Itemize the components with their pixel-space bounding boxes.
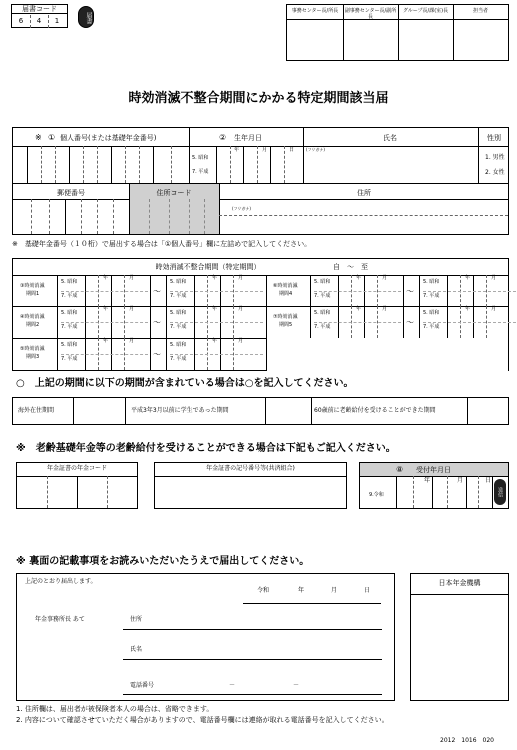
approval-head: グループ長/課(室)長 bbox=[402, 8, 449, 14]
submitter-box: 上記のとおり届出します。 令和 年 月 日 年金事務所長 あて 住所 氏名 電話番号 － － bbox=[16, 573, 395, 701]
pension-symbol-box: 年金証書の記号番号等(共済組合) bbox=[154, 462, 347, 509]
personal-info-table: ※ ① 個人番号(または基礎年金番号) ② 生年月日 氏名 性別 5. 昭和 7. 平成 年 月 日 (フリガナ) 1. 男性 2. 女性 郵便番号 住所コード 住所 (フリガナ) bbox=[12, 127, 509, 235]
period-row: ③時効消滅 期間1 5. 昭和 7. 平成 年 月 5. 昭和 7. 平成 年 月 ～ bbox=[12, 275, 265, 307]
period-label: 期間4 bbox=[279, 291, 293, 297]
period-row: ⑦時効消滅 期間5 5. 昭和 7. 平成 年 月 5. 昭和 7. 平成 年 月 ～ bbox=[265, 306, 517, 338]
note-pension-no: ※ 基礎年金番号（１０桁）で届出する場合は「①個人番号」欄に左詰めで記入してください。 bbox=[12, 240, 312, 248]
pension-no-label: 個人番号(または基礎年金番号) bbox=[60, 134, 157, 142]
period-label: ⑤時効消滅 bbox=[20, 346, 45, 352]
tilde: ～ bbox=[153, 287, 161, 296]
period-label: 期間3 bbox=[26, 354, 40, 360]
approval-head: 副事務センター長/副所長 bbox=[344, 8, 397, 20]
doc-code-box bbox=[11, 4, 68, 28]
tilde: ～ bbox=[153, 318, 161, 327]
doc-code-digit: 4 bbox=[36, 17, 42, 25]
page-title: 時効消滅不整合期間にかかる特定期間該当届 bbox=[128, 91, 389, 106]
period-row: ⑤時効消滅 期間3 5. 昭和 7. 平成 年 月 5. 昭和 7. 平成 年 月 ～ bbox=[12, 338, 265, 370]
name-label: 氏名 bbox=[383, 134, 397, 142]
period-table: 時効消滅不整合期間（特定期間） 自 ～ 至 bbox=[12, 258, 509, 371]
organization-box: 日本年金機構 bbox=[410, 573, 509, 701]
included-periods-table: 海外在住期間 平成3年3月以前に学生であった期間 60歳前に老齢給付を受けることができた期間 bbox=[12, 397, 509, 425]
phone-field[interactable] bbox=[123, 694, 382, 695]
period-label: 期間1 bbox=[26, 291, 40, 297]
period-label: ③時効消滅 bbox=[20, 283, 45, 289]
pension-code-box: 年金証書の年金コード bbox=[16, 462, 138, 509]
period-head: 時効消滅不整合期間（特定期間） bbox=[155, 263, 261, 271]
name-field[interactable] bbox=[123, 659, 382, 660]
addr-code-label: 住所コード bbox=[156, 189, 192, 197]
address-field[interactable] bbox=[123, 629, 382, 630]
doc-stamp: 届書 bbox=[78, 6, 94, 28]
addr-label: 住所 bbox=[357, 189, 371, 197]
section-heading-submit: ※ 裏面の記載事項をお読みいただいたうえで届出してください。 bbox=[16, 556, 310, 567]
period-label: 期間2 bbox=[26, 322, 40, 328]
approval-head: 事務センター長/所長 bbox=[291, 8, 339, 14]
period-label: 期間5 bbox=[279, 322, 293, 328]
doc-code-label: 届書コード bbox=[12, 5, 67, 14]
sex-male[interactable]: 1. 男性 bbox=[485, 154, 505, 161]
tilde: ～ bbox=[406, 287, 414, 296]
sex-label: 性別 bbox=[487, 134, 501, 142]
period-row: ⑥時効消滅 期間4 5. 昭和 7. 平成 年 月 5. 昭和 7. 平成 年 月 ～ bbox=[265, 275, 517, 307]
period-label: ④時効消滅 bbox=[20, 314, 45, 320]
furigana-label: (フリガナ) bbox=[306, 147, 325, 152]
mark-asterisk: ※ bbox=[35, 133, 42, 142]
postal-label: 郵便番号 bbox=[57, 189, 85, 197]
period-label: ⑦時効消滅 bbox=[273, 314, 298, 320]
section-heading-pension: ※ 老齢基礎年金等の老齢給付を受けることができる場合は下記もご記入ください。 bbox=[16, 443, 396, 454]
section-heading-included: ○ 上記の期間に以下の期間が含まれている場合は○を記入してください。 bbox=[16, 378, 354, 389]
sex-female[interactable]: 2. 女性 bbox=[485, 169, 505, 176]
approval-box bbox=[286, 4, 509, 61]
approval-head: 担当者 bbox=[472, 8, 488, 14]
period-row: ④時効消滅 期間2 5. 昭和 7. 平成 年 月 5. 昭和 7. 平成 年 月 ～ bbox=[12, 306, 265, 338]
birth-label: 生年月日 bbox=[234, 134, 262, 142]
send-stamp: 送信 bbox=[494, 479, 506, 505]
receipt-date-box: ⑧ 受付年月日 9.令和 年 月 日 送信 bbox=[359, 462, 509, 509]
doc-code-digit: 6 bbox=[18, 17, 24, 25]
tilde: ～ bbox=[406, 318, 414, 327]
tilde: ～ bbox=[153, 350, 161, 359]
note-line: 2. 内容について確認させていただく場合がありますので、電話番号欄には連絡が取れる電話番号を記入してください。 bbox=[16, 716, 389, 724]
note-line: 1. 住所欄は、届出者が被保険者本人の場合は、省略できます。 bbox=[16, 705, 214, 713]
period-label: ⑥時効消滅 bbox=[273, 283, 298, 289]
doc-code-digit: 1 bbox=[54, 17, 60, 25]
form-number: 2012 1016 020 bbox=[440, 737, 494, 744]
office-addressee: 年金事務所長 あて bbox=[35, 616, 85, 623]
